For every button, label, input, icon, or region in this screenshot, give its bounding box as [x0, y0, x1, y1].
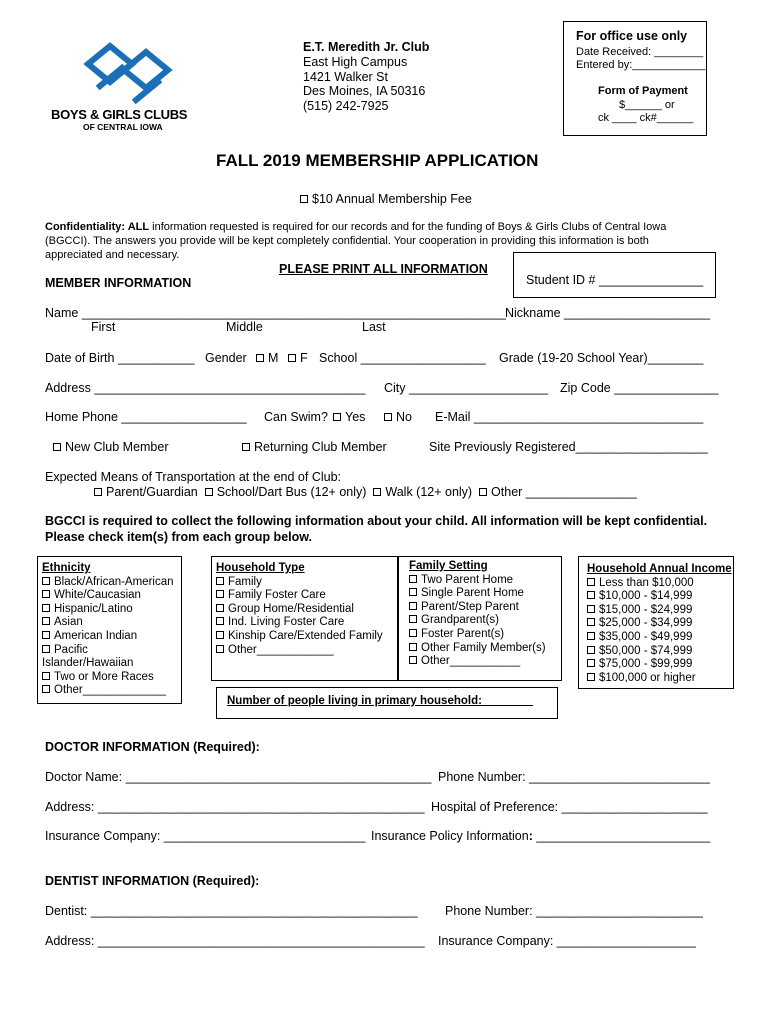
- ethnicity-checkbox[interactable]: [42, 672, 50, 680]
- household-type-option[interactable]: Kinship Care/Extended Family: [216, 630, 383, 644]
- income-box: [578, 556, 734, 689]
- hospital-field[interactable]: Hospital of Preference: _____________________: [431, 800, 708, 814]
- can-swim-label: Can Swim?: [264, 410, 328, 424]
- income-checkbox[interactable]: [587, 646, 595, 654]
- family-setting-checkbox[interactable]: [409, 575, 417, 583]
- nickname-field[interactable]: Nickname _____________________: [505, 306, 711, 320]
- payment-line2: ck ____ ck#______: [598, 112, 694, 124]
- date-received: Date Received: ________: [576, 46, 704, 58]
- income-option[interactable]: $35,000 - $49,999: [587, 631, 732, 645]
- income-checkbox[interactable]: [587, 605, 595, 613]
- income-option[interactable]: $15,000 - $24,999: [587, 604, 732, 618]
- income-option[interactable]: Less than $10,000: [587, 577, 732, 591]
- fee-checkbox[interactable]: [300, 195, 308, 203]
- ethnicity-option[interactable]: Pacific: [42, 644, 174, 658]
- transport-bus-checkbox[interactable]: [205, 488, 213, 496]
- household-count-field[interactable]: Number of people living in primary household:: [227, 695, 482, 707]
- first-label: First: [91, 320, 116, 334]
- bgcci-notice-line1: BGCCI is required to collect the following information about your child. All information will be kept confidential.: [45, 514, 708, 528]
- name-field[interactable]: Name _____________________________________________________________: [45, 306, 506, 320]
- income-checkbox[interactable]: [587, 673, 595, 681]
- family-setting-checkbox[interactable]: [409, 643, 417, 651]
- club-campus: East High Campus: [303, 55, 408, 69]
- payment-title: Form of Payment: [598, 85, 688, 97]
- household-type-checkbox[interactable]: [216, 577, 224, 585]
- dentist-heading: DENTIST INFORMATION (Required):: [45, 874, 260, 888]
- page-title: FALL 2019 MEMBERSHIP APPLICATION: [216, 151, 539, 170]
- policy-field[interactable]: Insurance Policy Information: _________________________: [371, 829, 711, 843]
- ethnicity-checkbox[interactable]: [42, 685, 50, 693]
- gender-f-checkbox[interactable]: [288, 354, 296, 362]
- office-use-box: [563, 21, 707, 136]
- family-setting-checkbox[interactable]: [409, 588, 417, 596]
- ethnicity-option[interactable]: American Indian: [42, 630, 174, 644]
- confidentiality-line1: Confidentiality: ALL information requested is required for our records and for the funding of Boys & Girls Clubs of Central Iowa: [45, 221, 667, 233]
- fee-option[interactable]: $10 Annual Membership Fee: [300, 192, 472, 206]
- family-setting-option[interactable]: Foster Parent(s): [409, 628, 546, 642]
- gender-m-checkbox[interactable]: [256, 354, 264, 362]
- income-checkbox[interactable]: [587, 659, 595, 667]
- income-checkbox[interactable]: [587, 591, 595, 599]
- doctor-name-field[interactable]: Doctor Name: ____________________________________________: [45, 770, 432, 784]
- address-field[interactable]: Address _______________________________________: [45, 381, 366, 395]
- doctor-address-field[interactable]: Address: _______________________________________________: [45, 800, 425, 814]
- transport-parent-checkbox[interactable]: [94, 488, 102, 496]
- income-list: [587, 563, 732, 685]
- family-setting-option[interactable]: Grandparent(s): [409, 614, 546, 628]
- household-type-checkbox[interactable]: [216, 631, 224, 639]
- bgcci-notice-line2: Please check item(s) from each group below.: [45, 530, 312, 544]
- email-field[interactable]: E-Mail _________________________________: [435, 410, 704, 424]
- gender-m-option[interactable]: M: [256, 351, 278, 365]
- dentist-address-field[interactable]: Address: _______________________________________________: [45, 934, 425, 948]
- household-type-checkbox[interactable]: [216, 617, 224, 625]
- income-option[interactable]: $50,000 - $74,999: [587, 645, 732, 659]
- family-setting-checkbox[interactable]: [409, 615, 417, 623]
- ethnicity-checkbox[interactable]: [42, 645, 50, 653]
- family-setting-option[interactable]: Other Family Member(s): [409, 642, 546, 656]
- income-checkbox[interactable]: [587, 578, 595, 586]
- club-phone: (515) 242-7925: [303, 99, 389, 113]
- household-type-checkbox[interactable]: [216, 645, 224, 653]
- ethnicity-checkbox[interactable]: [42, 604, 50, 612]
- swim-yes-option[interactable]: Yes: [333, 410, 365, 424]
- income-title: Household Annual Income: [587, 563, 732, 575]
- family-setting-option[interactable]: Two Parent Home: [409, 574, 546, 588]
- insurance-company-field[interactable]: Insurance Company: _____________________________: [45, 829, 366, 843]
- middle-label: Middle: [226, 320, 263, 334]
- gender-label: Gender: [205, 351, 247, 365]
- returning-member-checkbox[interactable]: [242, 443, 250, 451]
- household-type-option[interactable]: Group Home/Residential: [216, 603, 383, 617]
- zip-field[interactable]: Zip Code _______________: [560, 381, 719, 395]
- family-setting-checkbox[interactable]: [409, 602, 417, 610]
- payment-line1: $______ or: [619, 99, 675, 111]
- school-field[interactable]: School __________________: [319, 351, 486, 365]
- transport-other-option[interactable]: Other ________________: [479, 485, 637, 499]
- city-field[interactable]: City ____________________: [384, 381, 549, 395]
- family-setting-option[interactable]: Single Parent Home: [409, 587, 546, 601]
- household-count-box: [216, 687, 558, 719]
- dentist-name-field[interactable]: Dentist: _______________________________________________: [45, 904, 418, 918]
- ethnicity-option[interactable]: White/Caucasian: [42, 589, 174, 603]
- household-type-option[interactable]: Family: [216, 576, 383, 590]
- member-heading: MEMBER INFORMATION: [45, 276, 192, 290]
- household-type-option[interactable]: Other____________: [216, 644, 383, 658]
- returning-member-option[interactable]: Returning Club Member: [242, 440, 387, 454]
- ethnicity-option[interactable]: Black/African-American: [42, 576, 174, 590]
- family-setting-list: [409, 560, 546, 669]
- family-setting-box: [398, 556, 562, 681]
- income-option[interactable]: $100,000 or higher: [587, 672, 732, 686]
- doctor-heading: DOCTOR INFORMATION (Required):: [45, 740, 260, 754]
- new-member-option[interactable]: New Club Member: [53, 440, 169, 454]
- ethnicity-box: [37, 556, 182, 704]
- income-checkbox[interactable]: [587, 618, 595, 626]
- household-type-checkbox[interactable]: [216, 590, 224, 598]
- logo-name: BOYS & GIRLS CLUBS: [51, 107, 188, 122]
- transport-walk-option[interactable]: Walk (12+ only): [373, 485, 472, 499]
- print-notice: PLEASE PRINT ALL INFORMATION: [279, 262, 488, 276]
- transport-label: Expected Means of Transportation at the end of Club:: [45, 470, 342, 484]
- ethnicity-list: [42, 562, 174, 698]
- household-type-list: [216, 562, 383, 657]
- site-prev-field[interactable]: Site Previously Registered___________________: [429, 440, 708, 454]
- ethnicity-option-cont: Islander/Hawaiian: [42, 657, 134, 670]
- ethnicity-option[interactable]: Other_____________: [42, 684, 174, 698]
- ethnicity-checkbox[interactable]: [42, 631, 50, 639]
- doctor-phone-field[interactable]: Phone Number: __________________________: [438, 770, 710, 784]
- swim-yes-checkbox[interactable]: [333, 413, 341, 421]
- household-type-option[interactable]: Ind. Living Foster Care: [216, 616, 383, 630]
- transport-options: [94, 485, 637, 499]
- family-setting-option[interactable]: Parent/Step Parent: [409, 601, 546, 615]
- confidentiality-line3: appreciated and necessary.: [45, 249, 180, 261]
- household-type-checkbox[interactable]: [216, 604, 224, 612]
- family-setting-option[interactable]: Other___________: [409, 655, 546, 669]
- student-id-box: [513, 252, 716, 298]
- student-id-field[interactable]: Student ID # _______________: [526, 273, 704, 287]
- office-title: For office use only: [576, 29, 688, 43]
- household-type-title: Household Type: [216, 562, 305, 574]
- transport-bus-option[interactable]: School/Dart Bus (12+ only): [205, 485, 367, 499]
- logo-sub: OF CENTRAL IOWA: [83, 122, 163, 132]
- dentist-insurance-field[interactable]: Insurance Company: ____________________: [438, 934, 696, 948]
- household-type-box: [211, 556, 398, 681]
- ethnicity-option[interactable]: Hispanic/Latino: [42, 603, 174, 617]
- ethnicity-option[interactable]: Asian: [42, 616, 174, 630]
- transport-walk-checkbox[interactable]: [373, 488, 381, 496]
- dentist-phone-field[interactable]: Phone Number: ________________________: [445, 904, 703, 918]
- confidentiality-line2: (BGCCI). The answers you provide will be kept completely confidential. Your cooperation in providing this information is both: [45, 235, 649, 247]
- ethnicity-checkbox[interactable]: [42, 590, 50, 598]
- income-checkbox[interactable]: [587, 632, 595, 640]
- household-type-option[interactable]: Family Foster Care: [216, 589, 383, 603]
- transport-other-checkbox[interactable]: [479, 488, 487, 496]
- club-name: E.T. Meredith Jr. Club: [303, 40, 430, 54]
- income-option[interactable]: $10,000 - $14,999: [587, 590, 732, 604]
- income-option[interactable]: $25,000 - $34,999: [587, 617, 732, 631]
- family-setting-checkbox[interactable]: [409, 656, 417, 664]
- club-street: 1421 Walker St: [303, 70, 388, 84]
- new-member-checkbox[interactable]: [53, 443, 61, 451]
- bgc-logo-icon: [80, 42, 180, 106]
- income-option[interactable]: $75,000 - $99,999: [587, 658, 732, 672]
- family-setting-title: Family Setting: [409, 560, 488, 572]
- ethnicity-option[interactable]: Two or More Races: [42, 671, 174, 685]
- last-label: Last: [362, 320, 386, 334]
- dob-field[interactable]: Date of Birth ___________: [45, 351, 195, 365]
- swim-no-option[interactable]: No: [384, 410, 412, 424]
- gender-f-option[interactable]: F: [288, 351, 308, 365]
- home-phone-field[interactable]: Home Phone __________________: [45, 410, 247, 424]
- swim-no-checkbox[interactable]: [384, 413, 392, 421]
- transport-parent-option[interactable]: Parent/Guardian: [94, 485, 198, 499]
- club-city: Des Moines, IA 50316: [303, 84, 426, 98]
- grade-field[interactable]: Grade (19-20 School Year)________: [499, 351, 704, 365]
- entered-by: Entered by:____________: [576, 59, 706, 71]
- ethnicity-title: Ethnicity: [42, 562, 91, 574]
- ethnicity-checkbox[interactable]: [42, 617, 50, 625]
- family-setting-checkbox[interactable]: [409, 629, 417, 637]
- ethnicity-checkbox[interactable]: [42, 577, 50, 585]
